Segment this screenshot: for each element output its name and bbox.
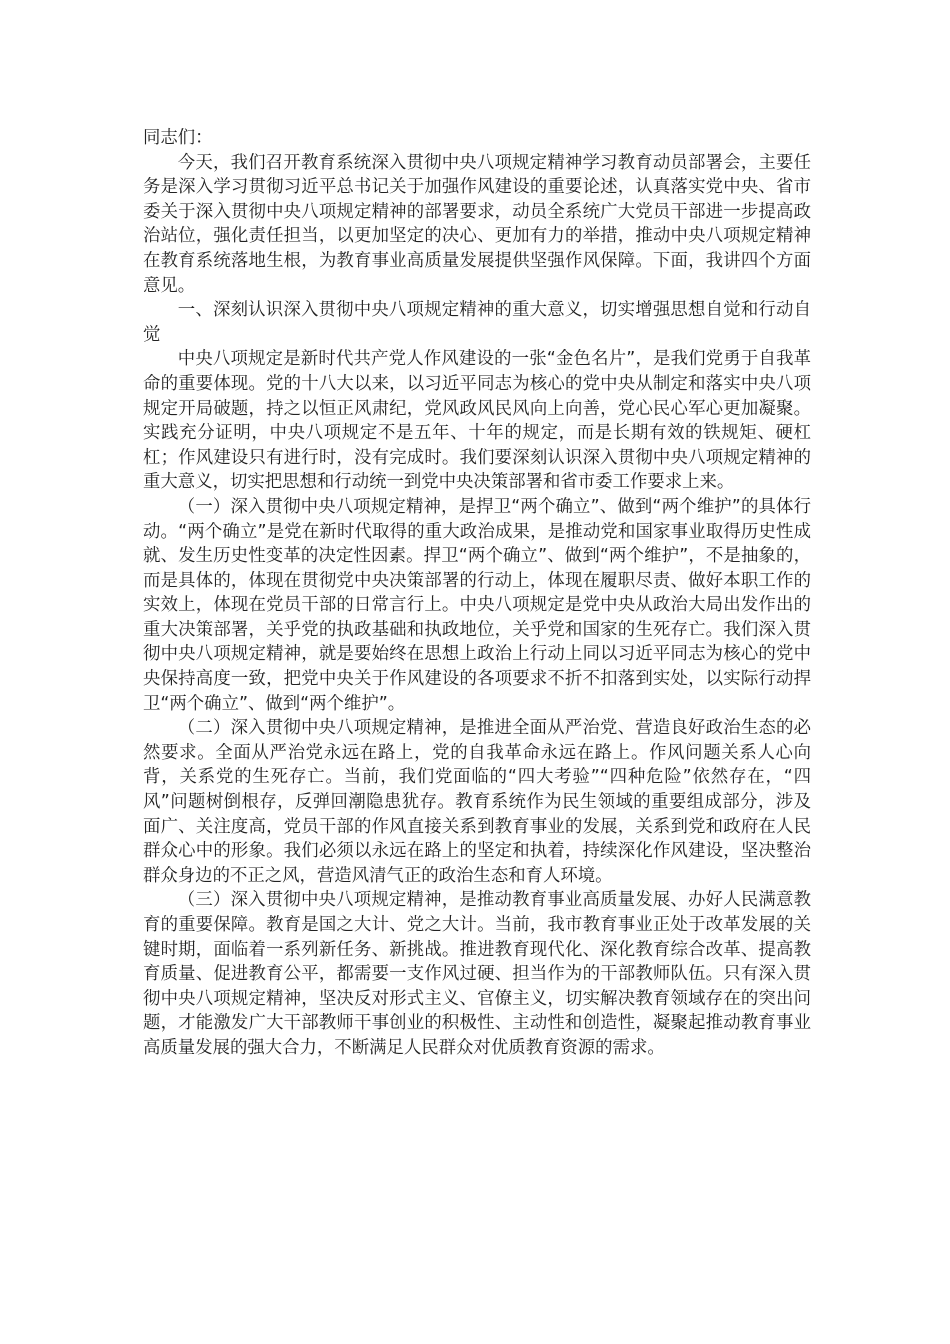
document-body [143,126,811,1061]
paragraph-point-1: （一）深入贯彻中央八项规定精神，是捍卫“两个确立”、做到“两个维护”的具体行动。“两个确立”是党在新时代取得的重大政治成果，是推动党和国家事业取得历史性成就、发生历史性变革的决定性因素。捍卫“两个确立”、做到“两个维护”，不是抽象的，而是具体的，体现在贯彻党中央决策部署的行动上，体现在履职尽责、做好本职工作的实效上，体现在党员干部的日常言行上。中央八项规定是党中央从政治大局出发作出的重大决策部署，关乎党的执政基础和执政地位，关乎党和国家的生死存亡。我们深入贯彻中央八项规定精神，就是要始终在思想上政治上行动上同以习近平同志为核心的党中央保持高度一致，把党中央关于作风建设的各项要求不折不扣落到实处，以实际行动捍卫“两个确立”、做到“两个维护”。 [143,496,811,714]
paragraph-intro: 今天，我们召开教育系统深入贯彻中央八项规定精神学习教育动员部署会，主要任务是深入学习贯彻习近平总书记关于加强作风建设的重要论述，认真落实党中央、省市委关于深入贯彻中央八项规定精神的部署要求，动员全系统广大党员干部进一步提高政治站位，强化责任担当，以更加坚定的决心、更加有力的举措，推动中央八项规定精神在教育系统落地生根，为教育事业高质量发展提供坚强作风保障。下面，我讲四个方面意见。 [143,152,811,296]
salutation: 同志们： [143,128,213,148]
paragraph-point-2: （二）深入贯彻中央八项规定精神，是推进全面从严治党、营造良好政治生态的必然要求。全面从严治党永远在路上，党的自我革命永远在路上。作风问题关系人心向背，关系党的生死存亡。当前，我们党面临的“四大考验”“四种危险”依然存在，“四风”问题树倒根存，反弹回潮隐患犹存。教育系统作为民生领域的重要组成部分，涉及面广、关注度高，党员干部的作风直接关系到教育事业的发展，关系到党和政府在人民群众心中的形象。我们必须以永远在路上的坚定和执着，持续深化作风建设，坚决整治群众身边的不正之风，营造风清气正的政治生态和育人环境。 [143,718,811,886]
paragraph-point-3: （三）深入贯彻中央八项规定精神，是推动教育事业高质量发展、办好人民满意教育的重要保障。教育是国之大计、党之大计。当前，我市教育事业正处于改革发展的关键时期，面临着一系列新任务、新挑战。推进教育现代化、深化教育综合改革、提高教育质量、促进教育公平，都需要一支作风过硬、担当作为的干部教师队伍。只有深入贯彻中央八项规定精神，坚决反对形式主义、官僚主义，切实解决教育领域存在的突出问题，才能激发广大干部教师干事创业的积极性、主动性和创造性，凝聚起推动教育事业高质量发展的强大合力，不断满足人民群众对优质教育资源的需求。 [143,890,811,1058]
section-heading-1: 一、深刻认识深入贯彻中央八项规定精神的重大意义，切实增强思想自觉和行动自觉 [143,300,811,345]
paragraph-section-1: 中央八项规定是新时代共产党人作风建设的一张“金色名片”，是我们党勇于自我革命的重要体现。党的十八大以来，以习近平同志为核心的党中央从制定和落实中央八项规定开局破题，持之以恒正风肃纪，党风政风民风向上向善，党心民心军心更加凝聚。实践充分证明，中央八项规定不是五年、十年的规定，而是长期有效的铁规矩、硬杠杠；作风建设只有进行时，没有完成时。我们要深刻认识深入贯彻中央八项规定精神的重大意义，切实把思想和行动统一到党中央决策部署和省市委工作要求上来。 [143,349,811,493]
